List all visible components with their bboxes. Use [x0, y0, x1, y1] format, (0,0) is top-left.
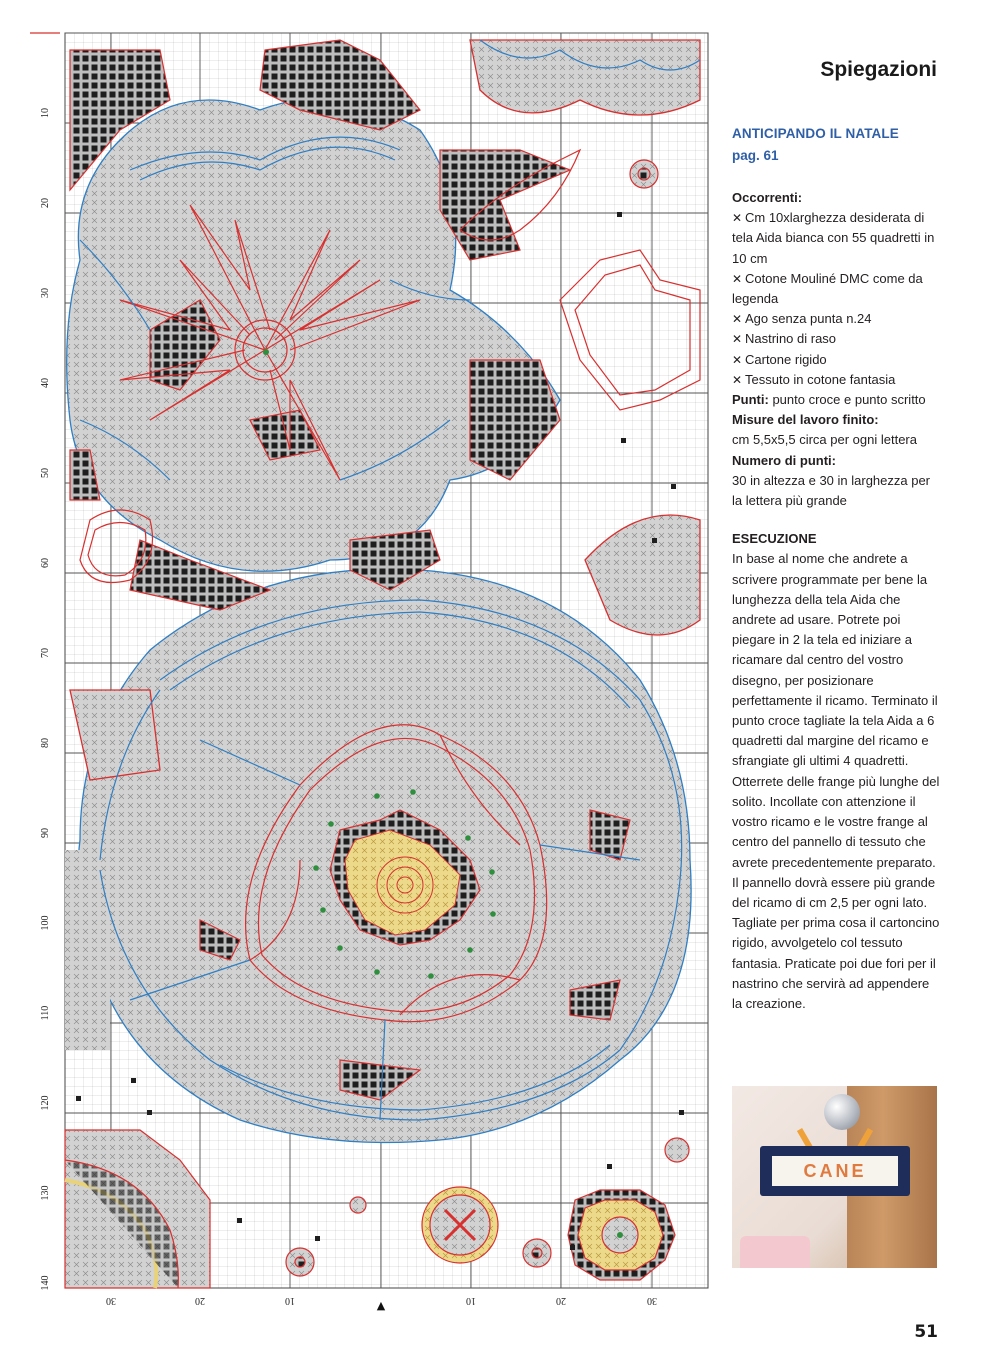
material-text: Cartone rigido — [745, 351, 827, 367]
column-number-label: 30 — [647, 1295, 657, 1306]
material-item — [732, 329, 942, 349]
flowers — [740, 1236, 810, 1268]
material-text: Cotone Mouliné DMC come da legenda — [732, 270, 923, 307]
material-text: Cm 10xlarghezza desiderata di tela Aida bianca con 55 quadretti in 10 cm — [732, 210, 935, 266]
material-item — [732, 208, 942, 269]
project-title: ANTICIPANDO IL NATALE — [732, 126, 899, 141]
stitches-value: punto croce e punto scritto — [772, 392, 926, 408]
column-number-label: 30 — [106, 1295, 116, 1306]
section-title: Spiegazioni — [820, 58, 937, 81]
cross-bullet-icon: ✕ — [732, 271, 743, 286]
count-label: Numero di punti: — [732, 452, 836, 468]
column-number-label: 20 — [195, 1295, 205, 1306]
row-number-label: 100 — [40, 915, 51, 931]
plaque-text: CANE — [772, 1156, 898, 1186]
project-page-ref: pag. 61 — [732, 148, 779, 163]
row-number-label: 110 — [40, 1005, 51, 1021]
count-value: 30 in altezza e 30 in larghezza per la lettera più grande — [732, 472, 931, 509]
material-text: Ago senza punta n.24 — [745, 311, 872, 327]
instructions-body — [732, 188, 942, 1014]
row-number-label: 90 — [40, 828, 51, 838]
cross-bullet-icon: ✕ — [732, 372, 743, 387]
material-item — [732, 309, 942, 329]
material-text: Nastrino di raso — [745, 331, 837, 347]
door-knob — [824, 1094, 860, 1130]
row-number-label: 20 — [40, 198, 51, 208]
execution-heading: ESECUZIONE — [732, 531, 817, 547]
cross-bullet-icon: ✕ — [732, 332, 743, 347]
row-number-label: 140 — [40, 1275, 51, 1291]
row-number-label: 80 — [40, 738, 51, 748]
size-value: cm 5,5x5,5 circa per ogni lettera — [732, 432, 917, 448]
materials-heading: Occorrenti: — [732, 190, 803, 205]
cross-bullet-icon: ✕ — [732, 352, 743, 367]
row-number-label: 120 — [40, 1095, 51, 1111]
row-number-label: 60 — [40, 558, 51, 568]
center-marker: ▲ — [376, 1299, 386, 1312]
materials-list — [732, 208, 942, 390]
column-number-label: 10 — [466, 1295, 476, 1306]
left-axis-labels — [40, 108, 51, 1291]
row-number-label: 130 — [40, 1185, 51, 1201]
hanging-plaque — [760, 1146, 910, 1196]
material-text: Tessuto in cotone fantasia — [745, 371, 896, 387]
row-number-label: 70 — [40, 648, 51, 658]
row-number-label: 30 — [40, 288, 51, 298]
page-number: 51 — [914, 1322, 938, 1342]
row-number-label: 40 — [40, 378, 51, 388]
column-number-label: 10 — [285, 1295, 295, 1306]
row-number-label: 50 — [40, 468, 51, 478]
size-label: Misure del lavoro finito: — [732, 412, 879, 428]
row-number-label: 10 — [40, 108, 51, 118]
stitches-label: Punti: — [732, 392, 769, 408]
execution-body: In base al nome che andrete a scrivere programmate per bene la lunghezza della tela Aida che andrete ad usare. Potrete poi piegare in 2 la tela ed iniziare a ricamare dal centro del vostro disegno, per posizionare perfettamente il ricamo. Terminato il punto croce tagliate la tela Aida a 6 quadretti dal margine del ricamo e sfrangiate gli ultimi 4 quadretti. Otterrete delle frange più lunghe del solito. Incollate con attenzione il vostro ricamo e le vostre frange al centro del pannello di tessuto che avrete precedentemente preparato. Il pannello dovrà essere più grande del ricamo di cm 2,5 per ogni lato. Tagliate per prima cosa il cartoncino rigido, avvolgetelo col tessuto fantasia. Praticate poi due fori per il nastrino che servirà ad appendere la creazione. — [732, 551, 940, 1011]
cross-bullet-icon: ✕ — [732, 312, 743, 327]
column-number-label: 20 — [556, 1295, 566, 1306]
cross-bullet-icon: ✕ — [732, 211, 743, 226]
stitches-line — [732, 390, 942, 410]
material-item — [732, 269, 942, 309]
material-item — [732, 350, 942, 370]
finished-project-photo — [732, 1086, 937, 1268]
material-item — [732, 370, 942, 390]
